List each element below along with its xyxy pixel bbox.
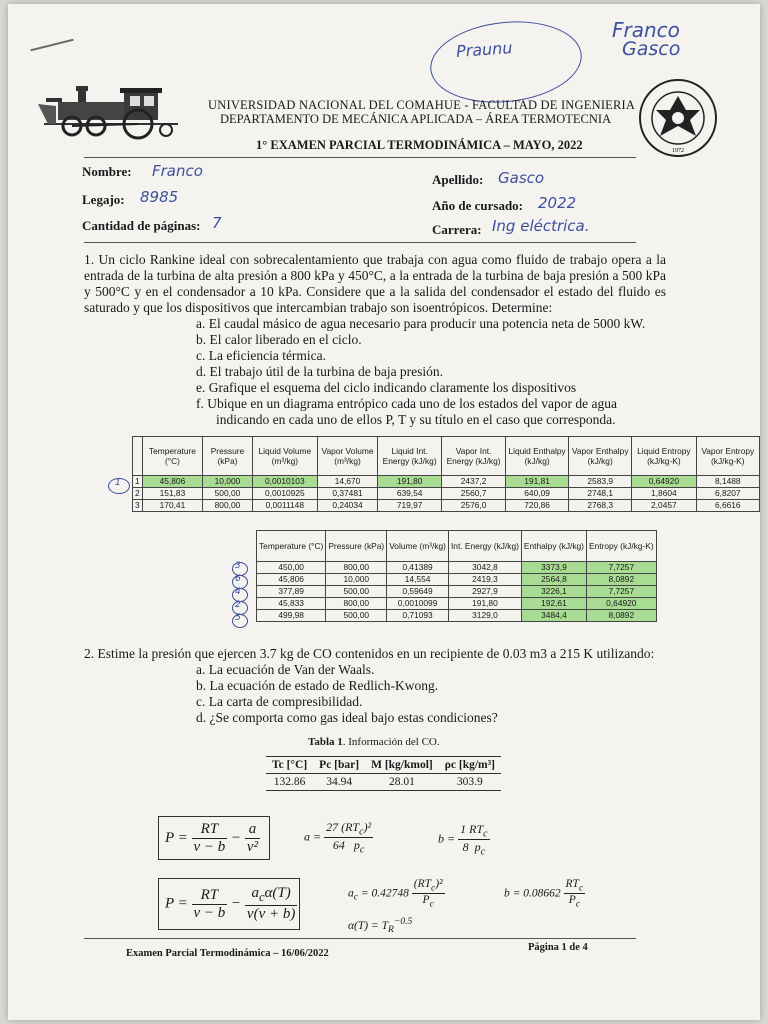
q2-item-b: b. La ecuación de estado de Redlich-Kwong. [196,678,439,693]
exam-title: 1° EXAMEN PARCIAL TERMODINÁMICA – MAYO, 2022 [256,138,583,152]
table-cell: 2748,1 [569,488,632,500]
table-cell: 132.86 [273,776,306,788]
footer-divider [84,938,636,939]
table-header: Vapor Int. Energy (kJ/kg) [442,437,506,476]
table-cell: 800,00 [326,562,387,574]
table-row [266,774,501,791]
row-mark [232,614,254,627]
vdw-a-formula: a = $\frac{27 (RT_c)^2}{64 p_c}$ [304,820,372,856]
table-cell: 10,000 [203,476,253,488]
table-header: Int. Energy (kJ/kg) [448,531,521,562]
legajo-value: 8985 [140,188,179,206]
row-mark-label: 6 [235,574,241,584]
apellido-value: Gasco [498,169,545,187]
table-cell: 499,98 [257,610,326,622]
table-header: Liquid Enthalpy (kJ/kg) [505,437,568,476]
nombre-value: Franco [152,162,203,180]
table-header: Enthalpy (kJ/kg) [521,531,586,562]
superheated-table [256,530,657,622]
table-cell: 0,0011148 [252,500,317,512]
table-row [257,598,657,610]
table-cell: 3042,8 [448,562,521,574]
footer-page-number: Página 1 de 4 [528,942,588,953]
rk-equation-box [158,878,300,930]
table-header: Vapor Volume (m³/kg) [317,437,377,476]
table-cell: 0,59649 [387,586,449,598]
table-cell: 500,00 [326,586,387,598]
table-cell: 14,670 [317,476,377,488]
nombre-label: Nombre: [82,164,132,179]
vdw-equation-box [158,816,270,860]
table-cell: 2576,0 [442,500,506,512]
table-cell: 2768,3 [569,500,632,512]
carrera-value: Ing eléctrica. [492,217,590,235]
rk-a-formula: $a_c = 0.42748$ $\frac{(RT_c)^2}{P_c}$ [348,878,443,910]
table-cell: 1 [133,476,143,488]
q1-item-f: f. Ubique en un diagrama entrópico cada uno de los estados del vapor de agua [196,396,617,411]
table-header: Tc [°C] [266,757,313,774]
table-cell: 8,0892 [586,610,656,622]
table-header: Vapor Enthalpy (kJ/kg) [569,437,632,476]
table-cell: 0,0010925 [252,488,317,500]
table-cell: 0,24034 [317,500,377,512]
q2-item-c: c. La carta de compresibilidad. [196,694,363,709]
table-cell: 450,00 [257,562,326,574]
table-cell: 191,80 [448,598,521,610]
table-header: M [kg/kmol] [365,757,439,774]
table-cell: 640,09 [505,488,568,500]
anio-value: 2022 [538,194,577,212]
saturation-table [132,436,760,512]
table-row [257,562,657,574]
table-cell: 377,89 [257,586,326,598]
table-cell: 8,1488 [696,476,759,488]
row-mark-label: 4 [235,587,241,597]
train-logo-icon [38,78,184,142]
table-cell: 191,80 [378,476,442,488]
paginas-value: 7 [212,214,222,232]
table-caption [308,736,440,748]
table-cell: 192,61 [521,598,586,610]
exam-page [8,4,760,1020]
table-cell: 800,00 [326,598,387,610]
table-cell: 800,00 [203,500,253,512]
vdw-b-formula: b = $\frac{1 RT_c}{8 p_c}$ [438,822,488,858]
table-cell: 28.01 [388,776,415,788]
table-row [133,500,760,512]
q2-item-d: d. ¿Se comporta como gas ideal bajo estas condiciones? [196,710,498,725]
table-header: Liquid Entropy (kJ/kg-K) [632,437,696,476]
table-cell: 3 [133,500,143,512]
table-cell: 2560,7 [442,488,506,500]
table-header: Pressure (kPa) [326,531,387,562]
footer-left: Examen Parcial Termodinámica – 16/06/2022 [126,948,329,959]
table-header: Temperature (°C) [142,437,203,476]
table-cell: 151,83 [142,488,203,500]
table-cell: 0,64920 [586,598,656,610]
table-header: Pc [bar] [313,757,365,774]
table-header: Liquid Volume (m³/kg) [252,437,317,476]
seal-year: 1972 [672,148,684,154]
question-2-text: 2. Estime la presión que ejercen 3.7 kg de CO contenidos en un recipiente de 0.03 m3 a 215 K utilizando: [84,646,655,661]
row-mark-label: 2 [235,600,241,610]
legajo-label: Legajo: [82,192,125,207]
q1-item-a: a. El caudal másico de agua necesario para producir una potencia neta de 5000 kW. [196,316,646,331]
table-cell: 2419,3 [448,574,521,586]
question-1-text: 1. Un ciclo Rankine ideal con sobrecalentamiento que trabaja con agua como fluido de trabajo opera a la entrada de la turbina de alta presión a 800 kPa y 450°C, a la entrada de la turbina de baja presión a 500 kPa y 500°C y en el condensador a 10 kPa. Considere que a la salida del condensador el estado del fluido es saturado y que los dispositivos que intercambian trabajo son isoentrópicos. Determine: [84,252,666,315]
table-row [257,610,657,622]
q2-item-a: a. La ecuación de Van der Waals. [196,662,375,677]
co-info-table [266,756,501,791]
table-header: ρc [kg/m³] [439,757,501,774]
q1-item-d: d. El trabajo útil de la turbina de baja presión. [196,364,444,379]
table-header-row [266,757,501,774]
table-cell: 0,41389 [387,562,449,574]
pen-mark [30,39,73,52]
q1-item-c: c. La eficiencia térmica. [196,348,327,363]
rk-alpha-formula: $\alpha(T) = T_R^{-0.5}$ [348,916,413,936]
table-cell: 2 [133,488,143,500]
row-mark-label: 1 [115,478,121,488]
table-header-row [257,531,657,562]
table-cell: 3484,4 [521,610,586,622]
table-cell: 6,8207 [696,488,759,500]
table-cell: 500,00 [326,610,387,622]
table-header: Vapor Entropy (kJ/kg-K) [696,437,759,476]
handwritten-surname: Gasco [622,38,681,60]
row-marks [232,562,254,627]
table-cell: 8,0892 [586,574,656,586]
table-cell: 639,54 [378,488,442,500]
table-cell: 0,71093 [387,610,449,622]
table-cell: 2583,9 [569,476,632,488]
table-header: Liquid Int. Energy (kJ/kg) [378,437,442,476]
table-header: Volume (m³/kg) [387,531,449,562]
table-header-row [133,437,760,476]
caption-bold: Tabla 1 [308,736,343,748]
anio-label: Año de cursado: [432,198,524,213]
university-seal-icon [636,76,720,160]
table-cell: 45,833 [257,598,326,610]
table-row [257,574,657,586]
table-cell: 45,806 [142,476,203,488]
divider [84,157,636,158]
table-header [133,437,143,476]
table-cell: 0,64920 [632,476,696,488]
table-cell: 720,86 [505,500,568,512]
carrera-label: Carrera: [432,222,482,237]
table-cell: 0,0010103 [252,476,317,488]
row-mark-label: 3 [235,561,241,571]
table-cell: 500,00 [203,488,253,500]
caption-text: . Información del CO. [342,736,440,748]
table-cell: 3226,1 [521,586,586,598]
signature-scribble: Praunu [455,38,514,61]
table-cell: 34.94 [326,776,353,788]
table-cell: 7,7257 [586,586,656,598]
table-cell: 2437,2 [442,476,506,488]
apellido-label: Apellido: [432,172,484,187]
table-cell: 45,806 [257,574,326,586]
table-cell: 3373,9 [521,562,586,574]
header-university: UNIVERSIDAD NACIONAL DEL COMAHUE - FACULTAD DE INGENIERIA [208,98,636,112]
table-cell: 170,41 [142,500,203,512]
table-row [133,476,760,488]
table-cell: 14,554 [387,574,449,586]
rk-equation: P = $\frac{RT}{v - b}$ − $\frac{a_c\alpha(T)}{v(v + b)}$ [165,885,296,922]
table-cell: 6,6616 [696,500,759,512]
row-mark-label: 5 [235,613,241,623]
table-row [257,586,657,598]
table-cell: 0,0010099 [387,598,449,610]
rk-b-formula: b = 0.08662 $\frac{RT_c}{P_c}$ [504,878,584,910]
q1-item-b: b. El calor liberado en el ciclo. [196,332,362,347]
table-cell: 0,37481 [317,488,377,500]
q1-item-e: e. Grafique el esquema del ciclo indicando claramente los dispositivos [196,380,577,395]
handwritten-name: Franco [612,18,680,42]
table-header: Entropy (kJ/kg-K) [586,531,656,562]
table-cell: 191,81 [505,476,568,488]
vdw-equation: P = $\frac{RT}{v - b}$ − $\frac{a}{\text{v²}}$ [165,821,259,855]
table-cell: 719,97 [378,500,442,512]
header-department: DEPARTAMENTO DE MECÁNICA APLICADA – ÁREA TERMOTECNIA [220,112,612,126]
signature-circle [426,14,586,109]
divider [84,242,636,243]
table-cell: 303.9 [456,776,483,788]
table-cell: 2,0457 [632,500,696,512]
table-row [133,488,760,500]
table-cell: 3129,0 [448,610,521,622]
table-header: Pressure (kPa) [203,437,253,476]
table-cell: 2564,8 [521,574,586,586]
table-cell: 1,8604 [632,488,696,500]
paginas-label: Cantidad de páginas: [82,218,201,233]
table-cell: 2927,9 [448,586,521,598]
table-header: Temperature (°C) [257,531,326,562]
table-cell: 10,000 [326,574,387,586]
q1-item-f-cont: indicando en cada uno de ellos P, T y su título en el caso que corresponda. [216,412,616,427]
table-cell: 7,7257 [586,562,656,574]
